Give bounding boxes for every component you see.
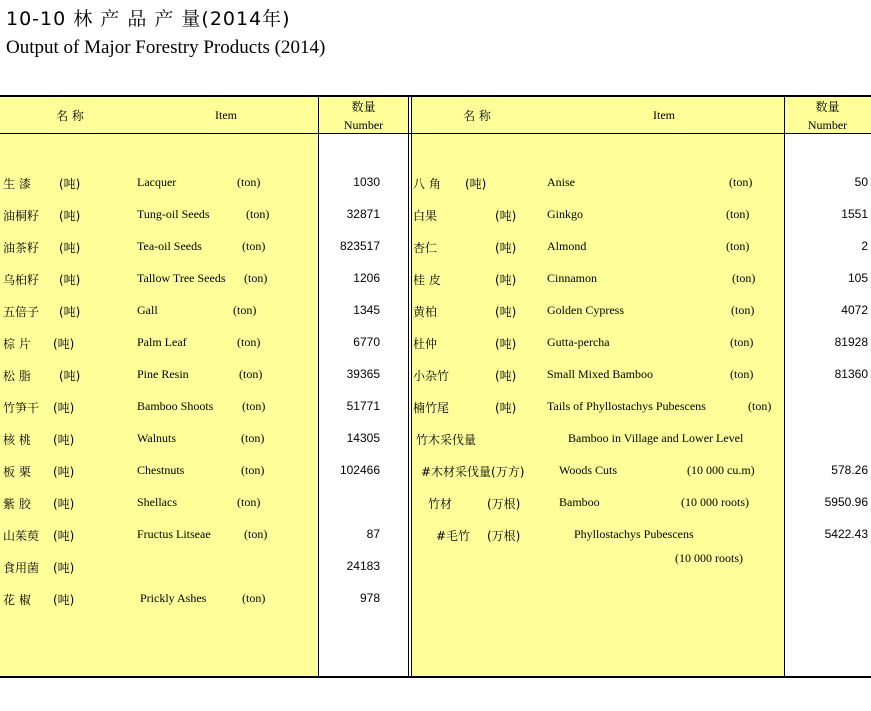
- right-row-item: Bamboo: [559, 495, 600, 509]
- left-row-name: 竹笋干: [3, 401, 40, 415]
- left-row-unit-cn: (吨): [59, 241, 81, 255]
- left-row-value: 39365: [346, 367, 380, 381]
- right-row-unit-en: (ton): [729, 175, 753, 189]
- right-row-unit-cn: (万根): [487, 497, 521, 511]
- left-row-unit-en: (ton): [241, 431, 265, 445]
- left-row-item: Tea-oil Seeds: [137, 239, 202, 253]
- left-row-name: 油桐籽: [3, 209, 40, 223]
- right-row-item: Cinnamon: [547, 271, 597, 285]
- right-row-unit-cn: (吨): [465, 177, 487, 191]
- right-row-item: Tails of Phyllostachys Pubescens: [547, 399, 706, 413]
- right-row-item: Woods Cuts: [559, 463, 618, 477]
- right-row-unit-cn: (吨): [495, 241, 517, 255]
- left-row-name: 板 栗: [3, 465, 31, 479]
- right-row-unit-en: (ton): [726, 207, 750, 221]
- table-header-rule: [0, 133, 871, 134]
- right-row-value: 2: [861, 239, 868, 253]
- right-row-name: #木材采伐量(万方): [421, 465, 525, 479]
- right-row-value: 1551: [841, 207, 868, 221]
- left-row-name: 松 脂: [3, 369, 31, 383]
- page-title-english: Output of Major Forestry Products (2014): [6, 37, 326, 58]
- right-row-name: 楠竹尾: [413, 401, 450, 415]
- divider-center-b: [411, 95, 412, 678]
- left-row-value: 32871: [346, 207, 380, 221]
- divider-left-number: [318, 95, 319, 678]
- divider-center-a: [408, 95, 409, 678]
- right-row-unit-en: (ton): [726, 239, 750, 253]
- left-row-unit-en: (ton): [242, 239, 266, 253]
- left-row-item: Gall: [137, 303, 158, 317]
- right-row-name: 竹木采伐量: [416, 433, 477, 447]
- right-row-value: 4072: [841, 303, 868, 317]
- right-row-name: 黄柏: [413, 305, 438, 319]
- left-row-name: 五倍子: [3, 305, 40, 319]
- left-row-item: Prickly Ashes: [140, 591, 207, 605]
- left-row-value: 51771: [346, 399, 380, 413]
- left-row-name: 生 漆: [3, 177, 31, 191]
- right-row-name: 杜仲: [413, 337, 438, 351]
- right-row-value: 81360: [834, 367, 868, 381]
- left-row-unit-en: (ton): [242, 591, 266, 605]
- left-row-value: 6770: [353, 335, 380, 349]
- left-header-number-en: Number: [343, 118, 384, 132]
- left-row-unit-en: (ton): [239, 367, 263, 381]
- left-row-name: 乌桕籽: [3, 273, 40, 287]
- left-row-unit-en: (ton): [244, 271, 268, 285]
- left-row-unit-cn: (吨): [53, 529, 75, 543]
- right-row-value: 578.26: [831, 463, 868, 477]
- left-row-value: 978: [359, 591, 380, 605]
- right-row-unit-cn: (万根): [487, 529, 521, 543]
- left-row-unit-en: (ton): [233, 303, 257, 317]
- right-row-unit-cn: (吨): [495, 273, 517, 287]
- left-row-value: 1030: [353, 175, 380, 189]
- left-row-name: 棕 片: [3, 337, 31, 351]
- left-row-unit-cn: (吨): [59, 209, 81, 223]
- right-row-unit-en: (10 000 cu.m): [687, 463, 755, 477]
- right-row-item: Anise: [547, 175, 575, 189]
- right-row-item: Gutta-percha: [547, 335, 610, 349]
- right-row-item: Bamboo in Village and Lower Level: [568, 431, 744, 445]
- right-row-unit-en: (ton): [730, 367, 754, 381]
- left-row-item: Bamboo Shoots: [137, 399, 214, 413]
- left-row-name: 山茱萸: [3, 529, 40, 543]
- left-row-unit-cn: (吨): [59, 369, 81, 383]
- left-row-name: 核 桃: [3, 433, 31, 447]
- right-row-unit-cn: (吨): [495, 209, 517, 223]
- left-row-value: 14305: [346, 431, 380, 445]
- left-row-unit-cn: (吨): [53, 593, 75, 607]
- right-row-unit-en: (ton): [731, 303, 755, 317]
- left-row-name: 油茶籽: [3, 241, 40, 255]
- right-row-unit-en: (ton): [748, 399, 772, 413]
- left-row-unit-cn: (吨): [59, 305, 81, 319]
- right-header-number-cn: 数量: [815, 100, 840, 114]
- left-row-name: 花 椒: [3, 593, 31, 607]
- left-header-number-cn: 数量: [351, 100, 376, 114]
- right-row-item: Almond: [547, 239, 587, 253]
- left-row-unit-cn: (吨): [59, 177, 81, 191]
- right-row-unit-cn: (吨): [495, 369, 517, 383]
- left-row-item: Lacquer: [137, 175, 177, 189]
- right-row-value: 105: [847, 271, 868, 285]
- right-row-name: 桂 皮: [413, 273, 441, 287]
- right-row-unit-en: (ton): [730, 335, 754, 349]
- right-row-item: Golden Cypress: [547, 303, 624, 317]
- right-row-name: 白果: [413, 209, 438, 223]
- right-row-value: 5950.96: [824, 495, 868, 509]
- left-row-unit-cn: (吨): [53, 497, 75, 511]
- divider-right-number: [784, 95, 785, 678]
- left-row-item: Shellacs: [137, 495, 177, 509]
- right-row-item: Ginkgo: [547, 207, 583, 221]
- left-row-unit-cn: (吨): [53, 561, 75, 575]
- left-row-value: 1345: [353, 303, 380, 317]
- right-row-name: 杏仁: [413, 241, 438, 255]
- table-bottom-rule: [0, 676, 871, 678]
- right-row-name: #毛竹: [436, 529, 471, 543]
- right-row-unit-cn: (吨): [495, 305, 517, 319]
- left-row-value: 87: [366, 527, 380, 541]
- right-row-unit-en: (10 000 roots): [675, 551, 743, 565]
- left-row-unit-en: (ton): [237, 335, 261, 349]
- right-row-unit-en: (10 000 roots): [681, 495, 749, 509]
- left-row-name: 紫 胶: [3, 497, 31, 511]
- right-row-value: 5422.43: [824, 527, 868, 541]
- left-row-unit-en: (ton): [246, 207, 270, 221]
- left-row-unit-cn: (吨): [53, 401, 75, 415]
- right-row-item: Small Mixed Bamboo: [547, 367, 653, 381]
- left-row-item: Fructus Litseae: [137, 527, 211, 541]
- left-row-item: Tallow Tree Seeds: [137, 271, 226, 285]
- left-row-unit-en: (ton): [237, 175, 261, 189]
- left-row-unit-en: (ton): [242, 399, 266, 413]
- left-row-unit-cn: (吨): [53, 337, 75, 351]
- left-row-value: 823517: [339, 239, 380, 253]
- right-row-value: 50: [854, 175, 868, 189]
- left-row-unit-cn: (吨): [59, 273, 81, 287]
- left-row-item: Chestnuts: [137, 463, 185, 477]
- left-header-item: Item: [215, 108, 237, 122]
- left-row-item: Palm Leaf: [137, 335, 187, 349]
- left-row-unit-en: (ton): [244, 527, 268, 541]
- right-row-value: 81928: [834, 335, 868, 349]
- left-row-item: Tung-oil Seeds: [137, 207, 210, 221]
- right-row-unit-en: (ton): [732, 271, 756, 285]
- right-row-unit-cn: (吨): [495, 401, 517, 415]
- table-top-rule: [0, 95, 871, 97]
- right-row-name: 小杂竹: [413, 369, 450, 383]
- right-header-item: Item: [653, 108, 675, 122]
- left-row-value: 102466: [339, 463, 380, 477]
- left-row-name: 食用菌: [3, 561, 40, 575]
- left-row-unit-en: (ton): [237, 495, 261, 509]
- left-row-unit-cn: (吨): [53, 433, 75, 447]
- right-row-item: Phyllostachys Pubescens: [574, 527, 694, 541]
- left-row-item: Pine Resin: [137, 367, 189, 381]
- page-title-chinese: 10-10 林 产 品 产 量(2014年): [6, 8, 291, 30]
- right-row-unit-cn: (吨): [495, 337, 517, 351]
- right-row-name: 竹材: [428, 497, 453, 511]
- left-row-item: Walnuts: [137, 431, 177, 445]
- left-row-unit-en: (ton): [241, 463, 265, 477]
- left-row-unit-cn: (吨): [53, 465, 75, 479]
- right-header-name: 名 称: [463, 109, 491, 123]
- left-row-value: 1206: [353, 271, 380, 285]
- left-row-value: 24183: [346, 559, 380, 573]
- right-row-name: 八 角: [413, 177, 441, 191]
- right-header-number-en: Number: [807, 118, 848, 132]
- left-header-name: 名 称: [56, 109, 84, 123]
